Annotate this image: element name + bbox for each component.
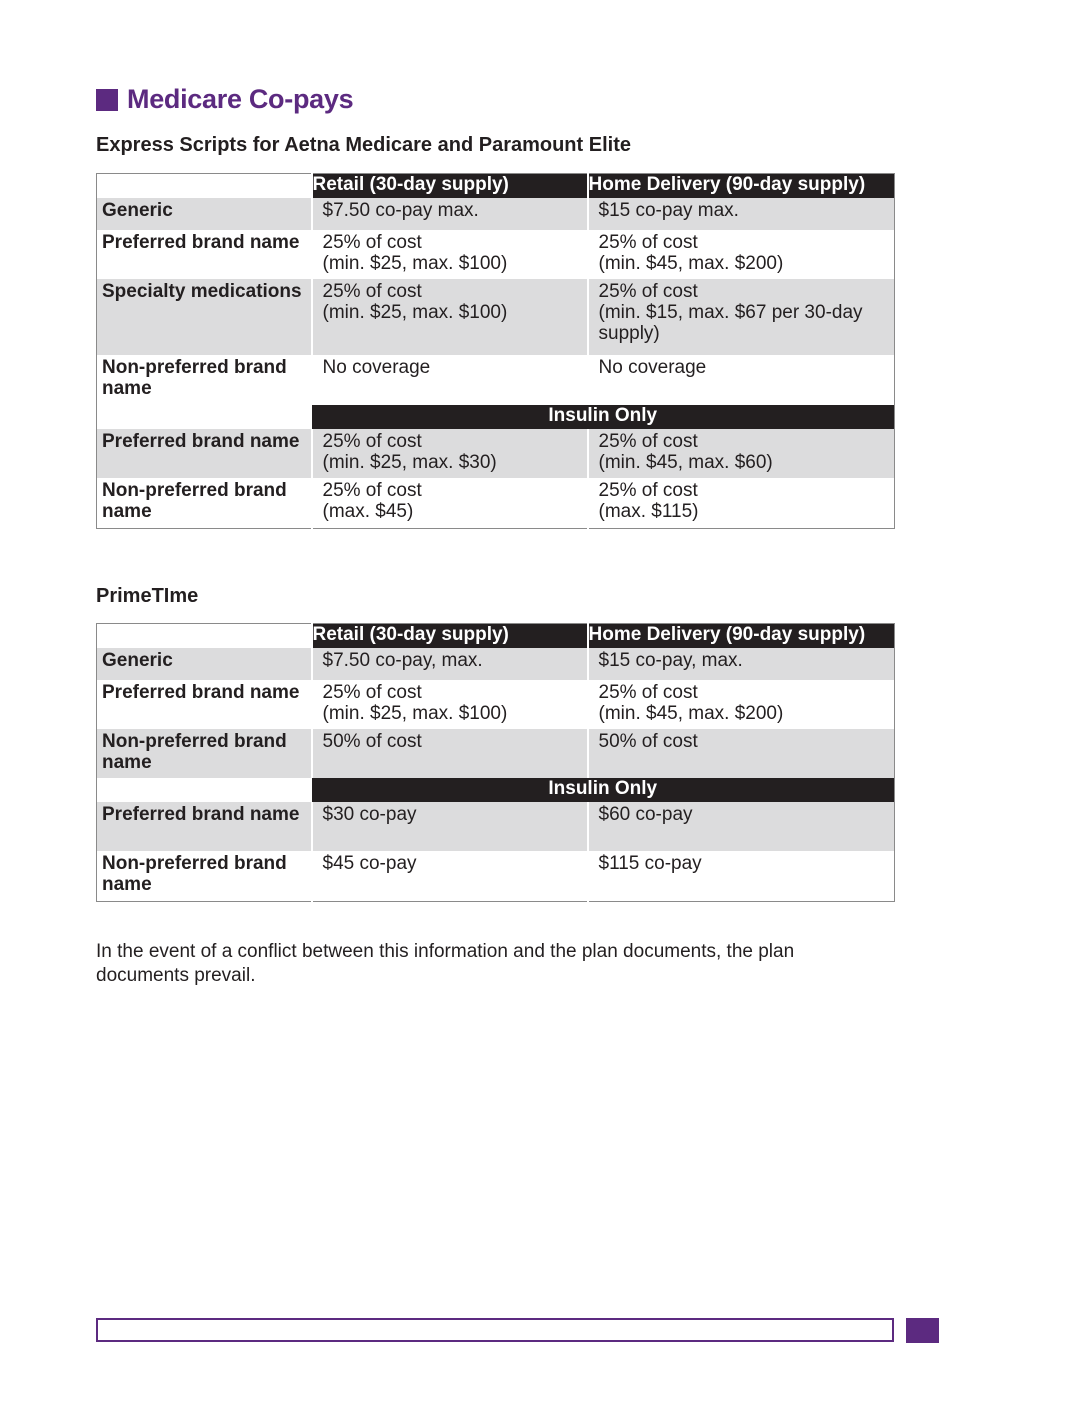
row-label: Preferred brand name: [97, 680, 312, 729]
row-label: Non-preferred brand name: [97, 478, 312, 528]
table-row: [97, 230, 895, 279]
retail-cell: 25% of cost (max. $45): [312, 478, 588, 528]
row-label: Preferred brand name: [97, 230, 312, 279]
table-row: [97, 478, 895, 528]
insulin-blank-cell: [97, 778, 312, 802]
section-heading-primetime: PrimeTIme: [96, 585, 199, 607]
home-delivery-column-header: Home Delivery (90-day supply): [588, 174, 895, 199]
row-label: Generic: [97, 198, 312, 230]
home-cell: 25% of cost (min. $45, max. $200): [588, 680, 895, 729]
retail-column-header: Retail (30-day supply): [312, 624, 588, 649]
row-label: Generic: [97, 648, 312, 680]
retail-cell: $45 co-pay: [312, 851, 588, 901]
row-label: Preferred brand name: [97, 802, 312, 851]
home-cell: 25% of cost (min. $15, max. $67 per 30-day supply): [588, 279, 895, 355]
home-cell: 50% of cost: [588, 729, 895, 778]
home-cell: 25% of cost (max. $115): [588, 478, 895, 528]
retail-cell: $30 co-pay: [312, 802, 588, 851]
home-cell: $15 co-pay max.: [588, 198, 895, 230]
insulin-only-header: Insulin Only: [312, 405, 895, 429]
insulin-header-row: [97, 405, 895, 429]
row-label: Preferred brand name: [97, 429, 312, 478]
retail-cell: 25% of cost (min. $25, max. $100): [312, 680, 588, 729]
insulin-blank-cell: [97, 405, 312, 429]
retail-cell: 25% of cost (min. $25, max. $100): [312, 279, 588, 355]
retail-column-header: Retail (30-day supply): [312, 174, 588, 199]
retail-cell: $7.50 co-pay, max.: [312, 648, 588, 680]
footer-bar: [96, 1318, 894, 1342]
retail-cell: 50% of cost: [312, 729, 588, 778]
retail-cell: 25% of cost (min. $25, max. $100): [312, 230, 588, 279]
section-heading-express-scripts: Express Scripts for Aetna Medicare and Paramount Elite: [96, 134, 631, 156]
home-cell: $15 co-pay, max.: [588, 648, 895, 680]
header-blank-cell: [97, 624, 312, 649]
table-row: [97, 680, 895, 729]
header-blank-cell: [97, 174, 312, 199]
row-label: Non-preferred brand name: [97, 729, 312, 778]
table-header-row: [97, 624, 895, 649]
express-scripts-table: [96, 173, 895, 529]
title-square-icon: [96, 89, 118, 111]
row-label: Non-preferred brand name: [97, 851, 312, 901]
page-title-row: [96, 84, 353, 115]
row-label: Specialty medications: [97, 279, 312, 355]
primetime-table: [96, 623, 895, 902]
home-cell: $60 co-pay: [588, 802, 895, 851]
table-row: [97, 729, 895, 778]
home-cell: 25% of cost (min. $45, max. $200): [588, 230, 895, 279]
insulin-only-header: Insulin Only: [312, 778, 895, 802]
retail-cell: 25% of cost (min. $25, max. $30): [312, 429, 588, 478]
table-row: [97, 802, 895, 851]
table-row: [97, 851, 895, 901]
insulin-header-row: [97, 778, 895, 802]
home-cell: $115 co-pay: [588, 851, 895, 901]
disclaimer-note: In the event of a conflict between this information and the plan documents, the plan documents prevail.: [96, 941, 795, 986]
home-delivery-column-header: Home Delivery (90-day supply): [588, 624, 895, 649]
table-row: [97, 429, 895, 478]
table-row: [97, 198, 895, 230]
footer-page-square: [906, 1318, 939, 1343]
table-row: [97, 355, 895, 405]
row-label: Non-preferred brand name: [97, 355, 312, 405]
home-cell: No coverage: [588, 355, 895, 405]
retail-cell: $7.50 co-pay max.: [312, 198, 588, 230]
retail-cell: No coverage: [312, 355, 588, 405]
table-header-row: [97, 174, 895, 199]
page-title: Medicare Co-pays: [127, 84, 354, 114]
table-row: [97, 279, 895, 355]
home-cell: 25% of cost (min. $45, max. $60): [588, 429, 895, 478]
table-row: [97, 648, 895, 680]
